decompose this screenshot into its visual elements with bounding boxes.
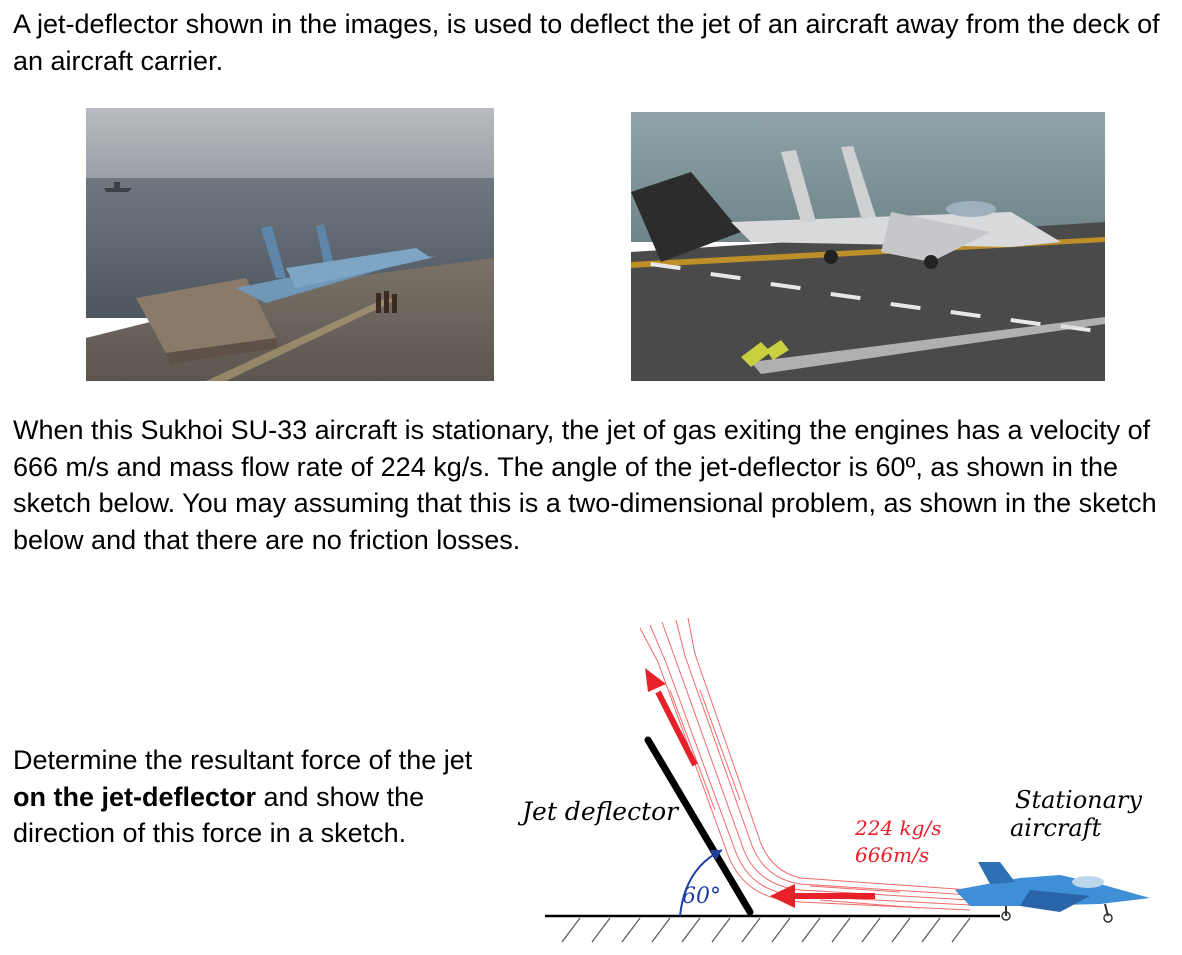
aircraft-label-line2: aircraft bbox=[1010, 814, 1102, 842]
mass-flow-label: 224 kg/s bbox=[855, 816, 942, 840]
ground-hatching bbox=[562, 918, 970, 942]
velocity-label: 666m/s bbox=[855, 843, 930, 867]
photo-j15-image bbox=[631, 112, 1105, 381]
intro-paragraph: A jet-deflector shown in the images, is used to deflect the jet of an aircraft away from the deck of an aircraft carrier. bbox=[13, 9, 1160, 76]
angle-label: 60° bbox=[682, 884, 721, 909]
photo-j15-deflector bbox=[631, 112, 1105, 381]
question-paragraph bbox=[13, 742, 493, 852]
deflector-label: Jet deflector bbox=[522, 797, 679, 826]
question-emphasis: on the jet-deflector bbox=[13, 781, 257, 812]
jet-deflector-sketch bbox=[500, 600, 1180, 950]
photo-su33-image bbox=[86, 108, 494, 381]
question-text-prefix: Determine the resultant force of the jet bbox=[13, 745, 473, 775]
sketch-drawing bbox=[500, 600, 1180, 950]
aircraft-icon bbox=[955, 862, 1150, 922]
problem-paragraph: When this Sukhoi SU-33 aircraft is stationary, the jet of gas exiting the engines has a velocity of 666 m/s and mass flow rate of 224 kg/s. The angle of the jet-deflector is 60º, as shown in the sketch below. You may assuming that this is a two-dimensional problem, as shown in the sketch below and that there are no friction losses. bbox=[13, 415, 1157, 555]
photo-su33-deflector bbox=[86, 108, 494, 381]
question-text-suffix: and show the direction of this force in a sketch. bbox=[13, 781, 425, 848]
aircraft-label-line1: Stationary bbox=[1015, 786, 1142, 814]
